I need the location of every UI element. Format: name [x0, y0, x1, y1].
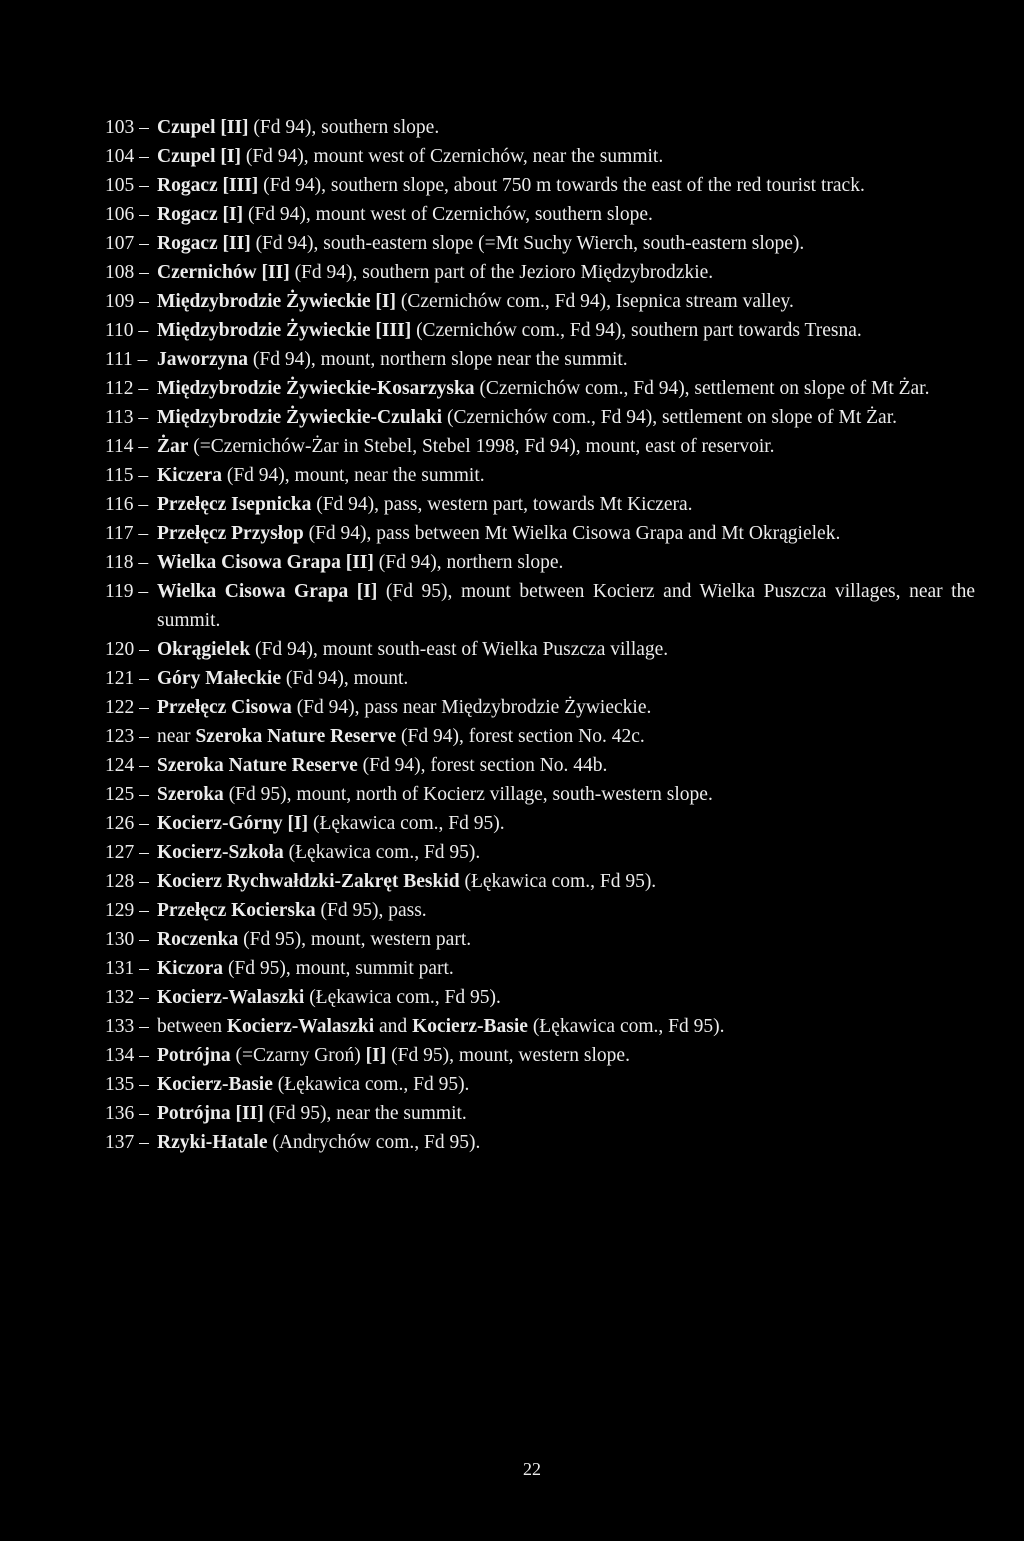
- locality-name: Wielka Cisowa Grapa [I]: [157, 581, 378, 602]
- locality-name: Kocierz-Basie: [157, 1074, 273, 1095]
- list-item: [105, 490, 975, 519]
- locality-name: Rzyki-Hatale: [157, 1132, 268, 1153]
- locality-name: Międzybrodzie Żywieckie-Czulaki: [157, 407, 443, 428]
- locality-description: (Łękawica com., Fd 95).: [459, 871, 657, 892]
- locality-name: Góry Małeckie: [157, 668, 281, 689]
- entry-number: 108 –: [105, 262, 154, 283]
- entry-number: 105 –: [105, 175, 154, 196]
- list-item: [105, 316, 975, 345]
- locality-name: Czupel [II]: [157, 117, 249, 138]
- list-item: [105, 1041, 975, 1070]
- entry-number: 128 –: [105, 871, 154, 892]
- list-item: [105, 983, 975, 1012]
- locality-name: Międzybrodzie Żywieckie [I]: [157, 291, 397, 312]
- list-item: [105, 693, 975, 722]
- locality-description: (Fd 95), pass.: [315, 900, 427, 921]
- list-item: [105, 345, 975, 374]
- locality-description: (Fd 94), forest section No. 42c.: [396, 726, 645, 747]
- list-item: [105, 925, 975, 954]
- locality-name: Kocierz-Górny [I]: [157, 813, 309, 834]
- locality-name: Kiczora: [157, 958, 224, 979]
- locality-description: (Fd 95), mount between Kocierz and Wielka Puszcza villages, near the summit.: [157, 581, 976, 631]
- locality-description: (Fd 94), mount, northern slope near the summit.: [248, 349, 628, 370]
- list-item: [105, 635, 975, 664]
- locality-name: Kocierz-Szkoła: [157, 842, 284, 863]
- locality-name: Żar: [157, 436, 189, 457]
- list-item: [105, 287, 975, 316]
- list-item: [105, 142, 975, 171]
- locality-description: (Fd 94), southern slope.: [248, 117, 440, 138]
- entry-number: 129 –: [105, 900, 154, 921]
- entry-number: 136 –: [105, 1103, 154, 1124]
- locality-description: (Łękawica com., Fd 95).: [283, 842, 481, 863]
- locality-name: Kocierz-Walaszki: [226, 1016, 375, 1037]
- list-item: [105, 171, 975, 200]
- locality-name: [I]: [365, 1045, 387, 1066]
- locality-name: Przełęcz Isepnicka: [157, 494, 312, 515]
- entry-number: 114 –: [105, 436, 154, 457]
- list-item: [105, 548, 975, 577]
- entry-number: 103 –: [105, 117, 154, 138]
- locality-description: (Czernichów com., Fd 94), settlement on slope of Mt Żar.: [474, 378, 930, 399]
- entry-number: 121 –: [105, 668, 154, 689]
- locality-name: Międzybrodzie Żywieckie [III]: [157, 320, 412, 341]
- list-item: [105, 403, 975, 432]
- locality-description: (Fd 94), mount west of Czernichów, near the summit.: [240, 146, 664, 167]
- locality-description: (Fd 94), pass, western part, towards Mt Kiczera.: [311, 494, 693, 515]
- locality-description: (Fd 94), pass near Międzybrodzie Żywieckie.: [291, 697, 652, 718]
- list-item: [105, 432, 975, 461]
- entry-number: 115 –: [105, 465, 154, 486]
- entry-number: 134 –: [105, 1045, 154, 1066]
- locality-description: (Fd 95), mount, north of Kocierz village, south-western slope.: [223, 784, 713, 805]
- locality-name: Kocierz-Basie: [412, 1016, 528, 1037]
- locality-name: Jaworzyna: [157, 349, 248, 370]
- locality-description: (Łękawica com., Fd 95).: [272, 1074, 470, 1095]
- list-item: [105, 780, 975, 809]
- locality-name: Czupel [I]: [157, 146, 241, 167]
- entry-number: 125 –: [105, 784, 154, 805]
- entry-number: 124 –: [105, 755, 154, 776]
- entry-number: 104 –: [105, 146, 154, 167]
- locality-description: (Czernichów com., Fd 94), settlement on slope of Mt Żar.: [442, 407, 897, 428]
- entry-prefix: between: [157, 1016, 227, 1037]
- entry-number: 111 –: [105, 349, 153, 370]
- entry-number: 123 –: [105, 726, 154, 747]
- entry-number: 130 –: [105, 929, 154, 950]
- list-item: [105, 258, 975, 287]
- locality-name: Kocierz-Walaszki: [157, 987, 305, 1008]
- locality-description: (Fd 94), forest section No. 44b.: [357, 755, 608, 776]
- locality-description: (Czernichów com., Fd 94), Isepnica stream valley.: [396, 291, 794, 312]
- locality-description: (Fd 95), mount, western slope.: [386, 1045, 630, 1066]
- list-item: [105, 896, 975, 925]
- list-item: [105, 113, 975, 142]
- locality-name: Kocierz Rychwałdzki-Zakręt Beskid: [157, 871, 460, 892]
- locality-description: (Fd 94), northern slope.: [373, 552, 564, 573]
- list-item: [105, 809, 975, 838]
- locality-description: (Fd 94), south-eastern slope (=Mt Suchy Wierch, south-eastern slope).: [250, 233, 805, 254]
- locality-description: (Fd 94), southern slope, about 750 m towards the east of the red tourist track.: [258, 175, 865, 196]
- locality-name: Czernichów [II]: [157, 262, 290, 283]
- entry-connector: and: [374, 1016, 413, 1037]
- list-item: [105, 751, 975, 780]
- entry-prefix: near: [157, 726, 196, 747]
- locality-name: Szeroka: [157, 784, 224, 805]
- entry-number: 107 –: [105, 233, 154, 254]
- locality-description: (Andrychów com., Fd 95).: [267, 1132, 481, 1153]
- entry-number: 131 –: [105, 958, 154, 979]
- locality-description: (Fd 94), pass between Mt Wielka Cisowa Grapa and Mt Okrągielek.: [303, 523, 841, 544]
- locality-name: Wielka Cisowa Grapa [II]: [157, 552, 374, 573]
- list-item: [105, 200, 975, 229]
- page-number: 22: [523, 1459, 541, 1479]
- entry-number: 118 –: [105, 552, 154, 573]
- list-item: [105, 1099, 975, 1128]
- locality-description: (Fd 95), mount, summit part.: [223, 958, 454, 979]
- entry-number: 117 –: [105, 523, 154, 544]
- locality-description: (Fd 94), mount south-east of Wielka Puszcza village.: [250, 639, 669, 660]
- locality-name: Potrójna [II]: [157, 1103, 264, 1124]
- entry-number: 122 –: [105, 697, 154, 718]
- locality-name: Roczenka: [157, 929, 239, 950]
- locality-description: (Fd 94), mount west of Czernichów, southern slope.: [243, 204, 653, 225]
- list-item: [105, 664, 975, 693]
- list-item: [105, 1070, 975, 1099]
- locality-name: Szeroka Nature Reserve: [157, 755, 358, 776]
- locality-description: (Czernichów com., Fd 94), southern part towards Tresna.: [411, 320, 862, 341]
- entry-number: 119 –: [105, 581, 154, 602]
- list-item: [105, 577, 975, 635]
- entry-number: 135 –: [105, 1074, 154, 1095]
- locality-name: Przełęcz Przysłop: [157, 523, 304, 544]
- entry-connector: (=Czarny Groń): [230, 1045, 366, 1066]
- locality-description: (Fd 94), mount.: [281, 668, 409, 689]
- entry-number: 127 –: [105, 842, 154, 863]
- list-item: [105, 229, 975, 258]
- list-item: [105, 722, 975, 751]
- entry-list: [105, 113, 975, 1157]
- entry-number: 113 –: [105, 407, 154, 428]
- locality-description: (Łękawica com., Fd 95).: [304, 987, 501, 1008]
- list-item: [105, 954, 975, 983]
- locality-name: Kiczera: [157, 465, 222, 486]
- entry-number: 120 –: [105, 639, 154, 660]
- locality-description: (Fd 94), mount, near the summit.: [221, 465, 485, 486]
- entry-number: 106 –: [105, 204, 154, 225]
- locality-description: (=Czernichów-Żar in Stebel, Stebel 1998, Fd 94), mount, east of reservoir.: [188, 436, 775, 457]
- entry-number: 133 –: [105, 1016, 154, 1037]
- list-item: [105, 1012, 975, 1041]
- locality-name: Międzybrodzie Żywieckie-Kosarzyska: [157, 378, 475, 399]
- locality-name: Przełęcz Kocierska: [157, 900, 316, 921]
- locality-description: (Fd 95), near the summit.: [263, 1103, 467, 1124]
- list-item: [105, 374, 975, 403]
- list-item: [105, 867, 975, 896]
- locality-name: Przełęcz Cisowa: [157, 697, 292, 718]
- entry-number: 132 –: [105, 987, 154, 1008]
- list-item: [105, 838, 975, 867]
- entry-number: 137 –: [105, 1132, 154, 1153]
- entry-number: 126 –: [105, 813, 154, 834]
- locality-name: Rogacz [I]: [157, 204, 244, 225]
- list-item: [105, 461, 975, 490]
- locality-description: (Fd 94), southern part of the Jezioro Międzybrodzkie.: [289, 262, 714, 283]
- locality-name: Rogacz [II]: [157, 233, 251, 254]
- locality-name: Rogacz [III]: [157, 175, 259, 196]
- entry-number: 116 –: [105, 494, 154, 515]
- list-item: [105, 1128, 975, 1157]
- entry-number: 110 –: [105, 320, 154, 341]
- entry-number: 109 –: [105, 291, 154, 312]
- locality-name: Potrójna: [157, 1045, 231, 1066]
- entry-number: 112 –: [105, 378, 154, 399]
- locality-name: Szeroka Nature Reserve: [195, 726, 397, 747]
- locality-description: (Łękawica com., Fd 95).: [308, 813, 505, 834]
- locality-name: Okrągielek: [157, 639, 251, 660]
- locality-description: (Fd 95), mount, western part.: [238, 929, 472, 950]
- list-item: [105, 519, 975, 548]
- locality-description: (Łękawica com., Fd 95).: [527, 1016, 725, 1037]
